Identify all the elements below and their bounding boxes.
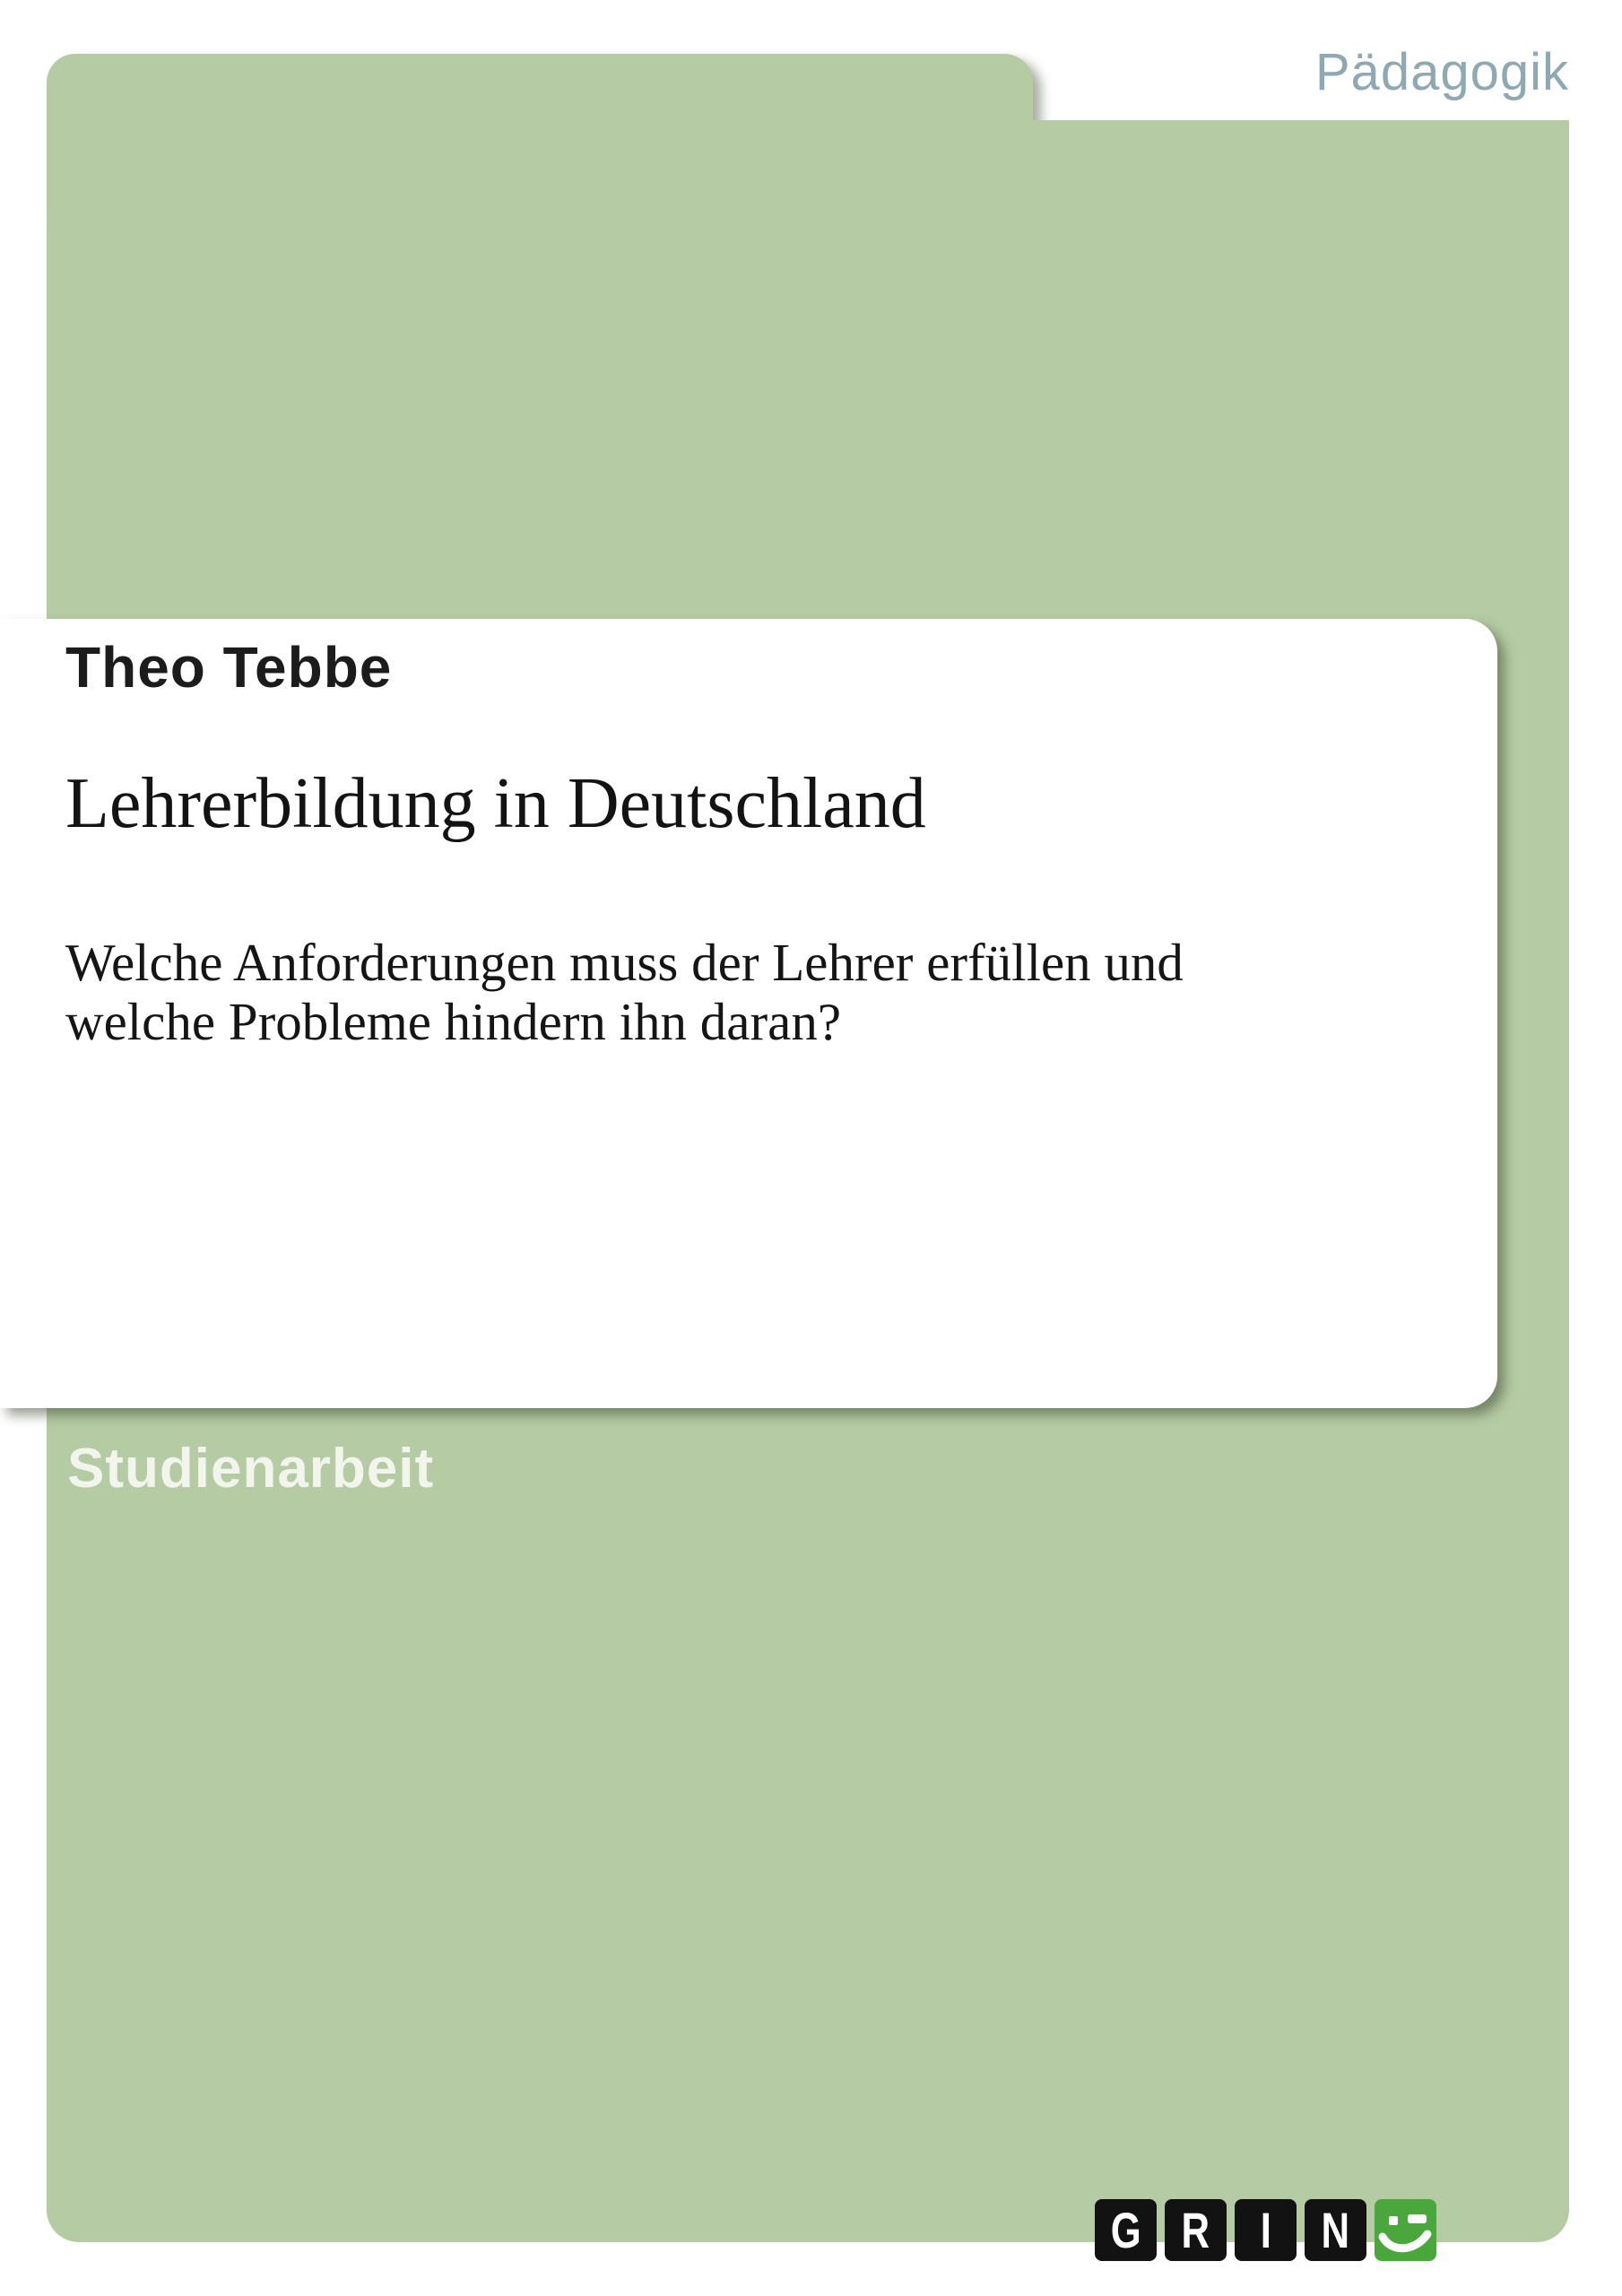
logo-smiley-box [1375, 2199, 1436, 2261]
logo-letter-box-n [1305, 2199, 1366, 2261]
grin-smiley-icon [1375, 2199, 1436, 2261]
logo-letter-box-r [1165, 2199, 1227, 2261]
logo-letter-box-i [1235, 2199, 1297, 2261]
book-subtitle [65, 933, 1184, 1051]
logo-letter-box-g [1095, 2199, 1157, 2261]
subtitle-line-2: welche Probleme hindern ihn daran? [65, 992, 842, 1051]
book-title: Lehrerbildung in Deutschland [65, 764, 926, 843]
category-label: Pädagogik [1314, 43, 1569, 101]
author-name: Theo Tebbe [65, 635, 393, 700]
logo-letter-n: N [1321, 2201, 1350, 2258]
grin-logo [1095, 2199, 1436, 2261]
subtitle-line-1: Welche Anforderungen muss der Lehrer erfüllen und [65, 933, 1184, 992]
logo-letter-i: I [1260, 2201, 1271, 2258]
logo-letter-g: G [1110, 2201, 1141, 2258]
logo-letter-r: R [1181, 2201, 1210, 2258]
document-type-label: Studienarbeit [67, 1438, 435, 1500]
